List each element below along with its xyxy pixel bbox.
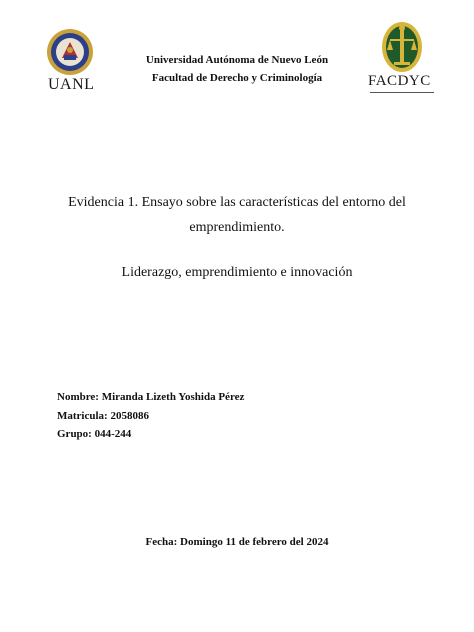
student-matricula: Matricula: 2058086 [57, 410, 149, 422]
student-name: Nombre: Miranda Lizeth Yoshida Pérez [57, 391, 245, 403]
faculty-name: Facultad de Derecho y Criminología [151, 72, 323, 84]
document-title: Evidencia 1. Ensayo sobre las características del entorno del emprendimiento. [68, 195, 406, 235]
university-name: Universidad Autónoma de Nuevo León [145, 54, 329, 66]
document-date: Fecha: Domingo 11 de febrero del 2024 [145, 536, 329, 548]
student-group: Grupo: 044-244 [57, 428, 132, 440]
uanl-wordmark: UANL [48, 76, 95, 93]
uanl-seal-icon [46, 28, 94, 76]
course-name: Liderazgo, emprendimiento e innovación [121, 265, 353, 280]
facdyc-wordmark: FACDYC [368, 73, 431, 89]
facdyc-tagline-rule [370, 92, 434, 96]
